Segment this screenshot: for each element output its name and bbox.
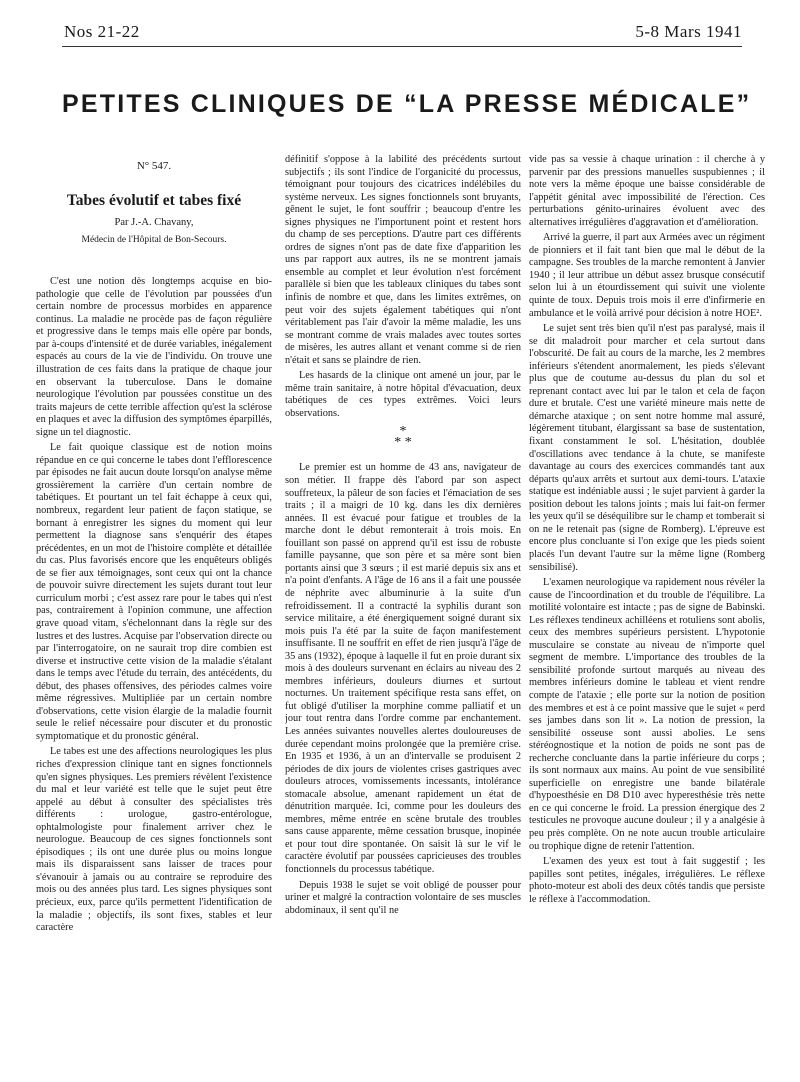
paragraph: Le premier est un homme de 43 ans, navigateur de son métier. Il frappe dès l'abord par son aspect souffreteux, la pâleur de son facies et l'émaciation de ses traits ; il a maigri de 10 kg. dans les dix dernières années. Il est évacué pour fatigue et troubles de la marche dont le début remonterait à trois mois. En fouillant son passé on apprend qu'il est issu de robuste famille paysanne, que son père et sa mère sont bien portants ainsi que 3 sœurs ; il est marié depuis six ans et n'a point d'enfants. A l'âge de 16 ans il a fait une poussée de néphrite avec albuminurie à la suite d'un refroidissement. Il a contracté la syphilis durant son service militaire, a été énergiquement soigné durant six mois puis l'a été par la suite de façon manifestement insuffisante. Il ne souffrit en effet de rien jusqu'à l'âge de 35 ans (1932), époque à laquelle il fut en proie durant six mois à des douleurs survenant en éclairs au niveau des 2 membres inférieurs, douleurs diurnes et surtout nocturnes. Un traitement spécifique resta sans effet, on fut obligé d'utiliser la morphine comme palliatif et un jour tout rentra dans l'ordre comme par enchantement. Les années suivantes nouvelles alertes douloureuses de durée cependant moins prolongée que la première crise. En 1935 et 1936, à un an d'intervalle se produisent 2 périodes de dix jours de violentes crises gastriques avec douleurs atroces, vomissements incessants, intolérance stomacale absolue, amenant rapidement un état de dénutrition marquée. Ici, comme pour les douleurs des membres, même entrée en scène brutale des troubles sans cause apparente, même cessation brusque, inopinée et pour tout dire spontanée. On saisit là sur le vif le caractère évolutif par poussées capricieuses des troubles fonctionnels du processus tabétique. — [285, 462, 521, 875]
paragraph: Depuis 1938 le sujet se voit obligé de pousser pour uriner et malgré la contraction volontaire de ses muscles abdominaux, il sent qu'il ne — [285, 879, 521, 916]
paragraph: C'est une notion dès longtemps acquise en bio-pathologie que celle de l'évolution par poussées d'un certain nombre de processus morbides en apparence continus. La maladie ne procède pas de façon régulière et progressive dans le temps mais elle opère par bonds, par à-coups d'intensité et de durée variables, inégalement espacés au cours de la vie de l'individu. On trouve une illustration de ces faits dans la pratique de chaque jour en observant la tuberculose. Dans le domaine neurologique l'évolution par poussées constitue un des traits majeurs de cette terrible affection qu'est la sclérose en plaques et avec la diffusion des symptômes éparpillés, signe un tel diagnostic. — [36, 276, 272, 438]
section-banner: PETITES CLINIQUES DE “LA PRESSE MÉDICALE” — [62, 90, 752, 118]
section-separator-stars: * * * — [394, 424, 412, 451]
paragraph: vide pas sa vessie à chaque urination : il cherche à y parvenir par des pressions manuelles suspubiennes ; il note vers la même époque une baisse considérable de l'appétit génital avec impossibilité de l'érection. Ces perturbations génito-urinaires évoluent avec des alternatives irrégulières d'aggravation et d'amélioration. — [529, 154, 765, 228]
paragraph: définitif s'oppose à la labilité des précédents surtout subjectifs ; ils sont l'indice de l'organicité du processus, témoignant pour toujours des cicatrices indélébiles du système nerveux. Les signes fonctionnels sont bruyants, gênent le sujet, le font souffrir ; beaucoup d'entre les signes physiques ne l'importunent point et restent hors du champ de ses perceptions. D'autre part ces différents ordres de signes n'ont pas de date fixe d'apparition les uns par rapport aux autres, ils ne se montrent jamais ensemble au complet et leur évolution n'est forcément parallèle si bien que les tableaux cliniques du tabes sont infinis de nombre et que, dans les limites extrêmes, on peut voir des sujets également tabétiques qui n'ont véritablement pas l'air d'avoir la même maladie, les uns se montrant comme de vrais malades avec toutes sortes de misères, les autres allant et venant comme si de rien n'était et sans se plaindre de rien. — [285, 154, 521, 366]
paragraph: Le fait quoique classique est de notion moins répandue en ce qui concerne le tabes dont l'efflorescence par épisodes ne fait aucun doute lorsqu'on analyse même grossièrement la carrière d'un certain nombre de tabétiques. Et pourtant un tel fait échappe à ceux qui, nombreux, regardent leur patient de façon statique, se bornant à enregistrer les signes du moment qui leur permettent la diagnose sans s'enquérir des étapes précédentes, en un mot de l'histoire complète et détaillée du cas. Plus favorisés encore que les enquêteurs obligés de se fier aux témoignages, sont ceux qui ont la chance de pouvoir suivre directement les sujets durant tout leur curriculum morbi ; c'est assez rare pour le tabes qui n'est pas, contrairement à l'opinion commune, une affection grave quoad vitam, s'échelonnant dans la règle sur des lustres et des lustres. Acquise par l'observation directe ou par l'interrogatoire, on ne saurait trop dire combien est diverse et instructive cette vision de la maladie s'étalant dans le temps avec l'étude du terrain, des antécédents, du début, des phases offensives, des périodes calmes voire même régressives. Multipliée par un certain nombre d'observations, cette vision élargie de la maladie fournit seule le relief nécessaire pour discuter et du pronostic symptomatique et du pronostic général. — [36, 442, 272, 742]
author-affiliation: Médecin de l'Hôpital de Bon-Secours. — [81, 234, 227, 245]
column-middle — [285, 154, 521, 1074]
header-rule — [62, 46, 742, 47]
column-right — [529, 154, 765, 1074]
column-left — [36, 154, 272, 1074]
paragraph: L'examen neurologique va rapidement nous révéler la cause de l'incoordination et du trouble de l'équilibre. La motilité volontaire est intacte ; pas de signe de Babinski. Les réflexes tendineux achilléens et rotuliens sont abolis, ceux des membres supérieurs persistent. L'hypotonie musculaire se constate au niveau de n'importe quel segment de membre. L'importance des troubles de la sensibilité profonde surtout marqués au niveau des membres inférieurs domine le tableau et vient rendre compte de l'ataxie ; elle porte sur la notion de position des membres et est à ce point massive que le sujet « perd ses jambes dans son lit ». La notion de pression, la sensibilité osseuse sont aussi abolies. Le sens stéréognostique et la notion de poids ne sont pas de recherche concluante dans la partie inférieure du corps ; ils sont normaux aux mains. Au point de vue sensibilité superficielle on enregistre une bande bilatérale d'hypoesthésie en D8 D10 avec hyperesthésie très nette en ce qui concerne le froid. La pression énergique des 2 testicules ne provoque aucune douleur ; il y a analgésie à peu près complète. On ne note aucun trouble articulaire ou trophique digne de retenir l'attention. — [529, 577, 765, 852]
paragraph: Les hasards de la clinique ont amené un jour, par le même train sanitaire, à notre hôpital d'évacuation, deux tabétiques de ces types extrêmes. Voici leurs observations. — [285, 370, 521, 419]
article-author: Par J.-A. Chavany, — [114, 217, 194, 229]
paragraph: Arrivé la guerre, il part aux Armées avec un régiment de pionniers et il fait tant bien que mal le début de la campagne. Ses troubles de la marche remontent à Janvier 1940 ; il leur attribue un début assez brusque consécutif selon lui à un étourdissement qui suivit une violente quinte de toux. Depuis trois mois il erre d'infirmerie en ambulance et le voilà arrivé pour décision à notre HOE². — [529, 232, 765, 319]
paragraph: Le sujet sent très bien qu'il n'est pas paralysé, mais il se dit maladroit pour marcher et cela surtout dans l'obscurité. De fait au cours de la marche, les 2 membres inférieurs s'étendent anormalement, les pieds s'élevant plus que de coutume au-dessus du plan du sol et reprenant contact avec lui par le talon et cela de façon dure et brutale. C'est une variété mineure mais nette de démarche ataxique ; on sent notre homme mal assuré, légèrement titubant, élargissant sa base de sustentation, fixant constamment le sol. L'hésitation, doublée d'oscillations avec tendance à la chute, se manifeste davantage au cours des exercices commandés tant aux départs qu'aux arrêts et surtout aux demi-tours. L'ataxie statique est indéniable aussi ; le sujet parvient à garder la position debout les talons joints ; mais lui fait-on fermer les yeux qu'il se déséquilibre sur le champ et tomberait si on ne le retenait pas (signe de Romberg). L'épreuve est encore plus concluante si l'on exige que les pieds soient placés l'un devant l'autre sur la même ligne (Romberg sensibilisé). — [529, 323, 765, 573]
article-number: N° 547. — [136, 160, 172, 172]
paragraph: L'examen des yeux est tout à fait suggestif ; les papilles sont petites, inégales, irrégulières. Le réflexe photo-moteur est aboli des deux côtés tandis que persiste le réflexe à l'accommodation. — [529, 856, 765, 905]
paragraph: Le tabes est une des affections neurologiques les plus riches d'expression clinique tant en signes fonctionnels qu'en signes physiques. Les premiers révèlent l'existence du mal et leur variété est telle que le sujet peut être appelé au début à consulter des spécialistes très différents : urologue, gastro-entérologue, ophtalmologiste pour finalement arriver chez le neurologue. Beaucoup de ces signes fonctionnels sont épisodiques ; ils ont une durée plus ou moins longue mais ils disparaissent sans laisser de traces pour s'évanouir à jamais ou au contraire se reproduire des mois ou des années plus tard. Les signes physiques sont précieux, eux, parce qu'ils permettent l'identification de la maladie ; objectifs, ils sont fixes, stables et leur caractère — [36, 746, 272, 934]
article-title: Tabes évolutif et tabes fixé — [66, 191, 242, 209]
issue-date: 5-8 Mars 1941 — [635, 22, 742, 41]
issue-number: Nos 21-22 — [64, 22, 140, 41]
